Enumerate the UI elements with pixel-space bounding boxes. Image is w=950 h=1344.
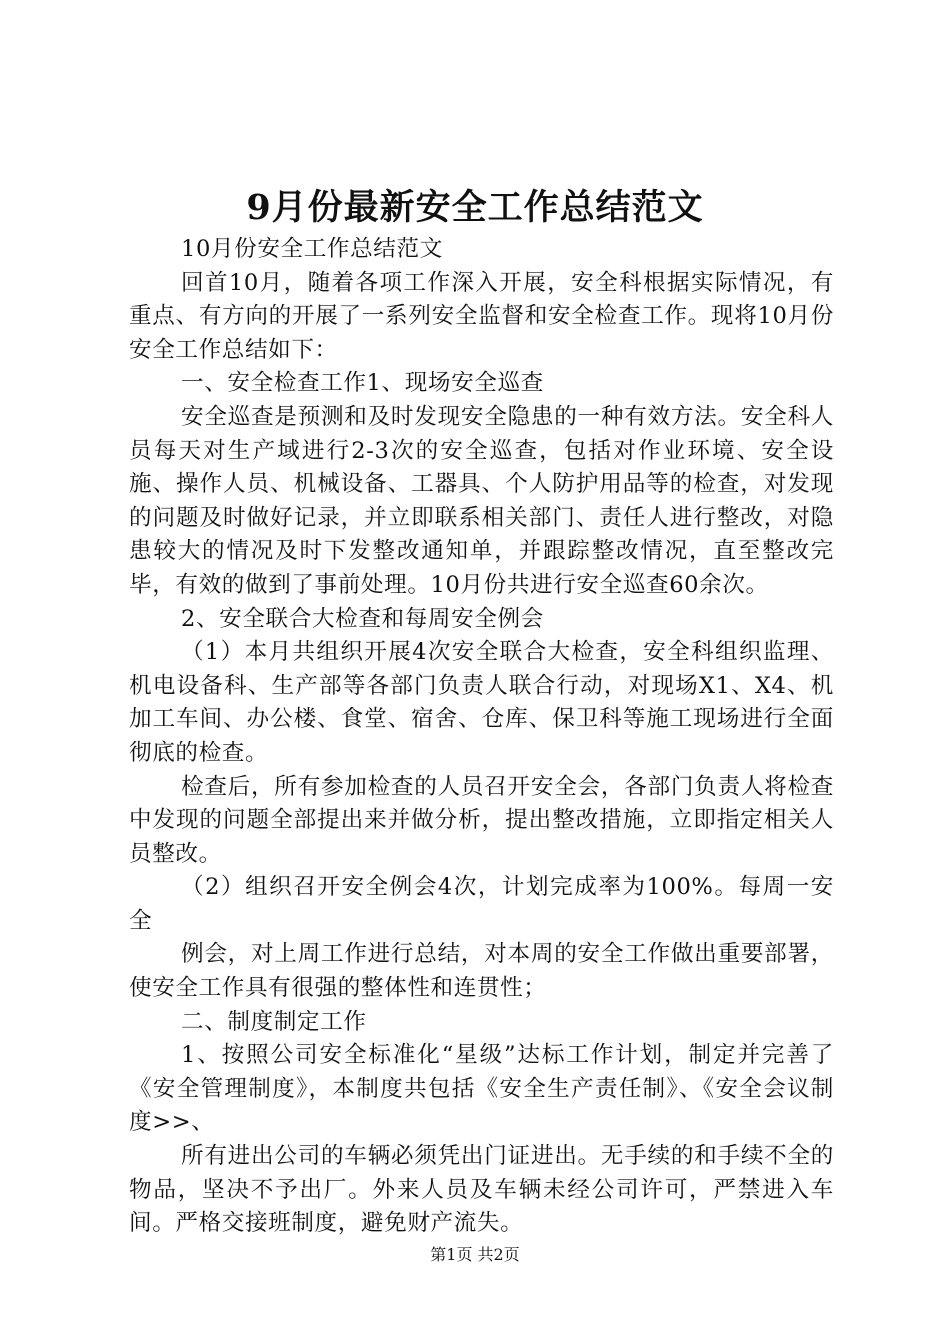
section-heading-regulations: 二、制度制定工作 bbox=[181, 1008, 367, 1035]
subsection-heading-joint-inspection: 2、安全联合大检查和每周安全例会 bbox=[181, 605, 544, 632]
document-title: 9月份最新安全工作总结范文 bbox=[246, 187, 704, 228]
paragraph-joint-inspection: （1）本月共组织开展4次安全联合大检查，安全科组织监理、机电设备科、生产部等各部门负责人联合行动，对现场X1、X4、机加工车间、办公楼、食堂、宿舍、仓库、保卫科等施工现场进行全面彻底的检查。 bbox=[129, 639, 834, 766]
paragraph-site-patrol: 安全巡查是预测和及时发现安全隐患的一种有效方法。安全科人员每天对生产域进行2-3次的安全巡查，包括对作业环境、安全设施、操作人员、机械设备、工器具、个人防护用品等的检查，对发现的问题及时做好记录，并立即联系相关部门、责任人进行整改，对隐患较大的情况及时下发整改通知单，并跟踪整改情况，直至整改完毕，有效的做到了事前处理。10月份共进行安全巡查60余次。 bbox=[129, 403, 834, 598]
document-body bbox=[129, 233, 834, 1241]
paragraph-intro: 回首10月，随着各项工作深入开展，安全科根据实际情况，有重点、有方向的开展了一系列安全监督和安全检查工作。现将10月份安全工作总结如下： bbox=[129, 269, 834, 363]
paragraph-meeting-summary: 例会，对上周工作进行总结，对本周的安全工作做出重要部署，使安全工作具有很强的整体性和连贯性； bbox=[129, 941, 834, 1002]
paragraph-vehicle-rules: 所有进出公司的车辆必须凭出门证进出。无手续的和手续不全的物品，坚决不予出厂。外来人员及车辆未经公司许可，严禁进入车间。严格交接班制度，避免财产流失。 bbox=[129, 1143, 834, 1237]
section-heading-safety-inspection: 一、安全检查工作1、现场安全巡查 bbox=[181, 370, 544, 397]
paragraph-subtitle: 10月份安全工作总结范文 bbox=[181, 236, 443, 262]
paragraph-after-inspection: 检查后，所有参加检查的人员召开安全会，各部门负责人将检查中发现的问题全部提出来并做分析，提出整改措施，立即指定相关人员整改。 bbox=[129, 773, 834, 867]
page-footer: 第1页 共2页 bbox=[430, 1245, 520, 1264]
paragraph-regulations: 1、按照公司安全标准化“星级”达标工作计划，制定并完善了《安全管理制度》，本制度共包括《安全生产责任制》、《安全会议制度>>、 bbox=[129, 1042, 834, 1136]
paragraph-weekly-meeting: （2）组织召开安全例会4次，计划完成率为100%。每周一安全 bbox=[129, 874, 834, 934]
